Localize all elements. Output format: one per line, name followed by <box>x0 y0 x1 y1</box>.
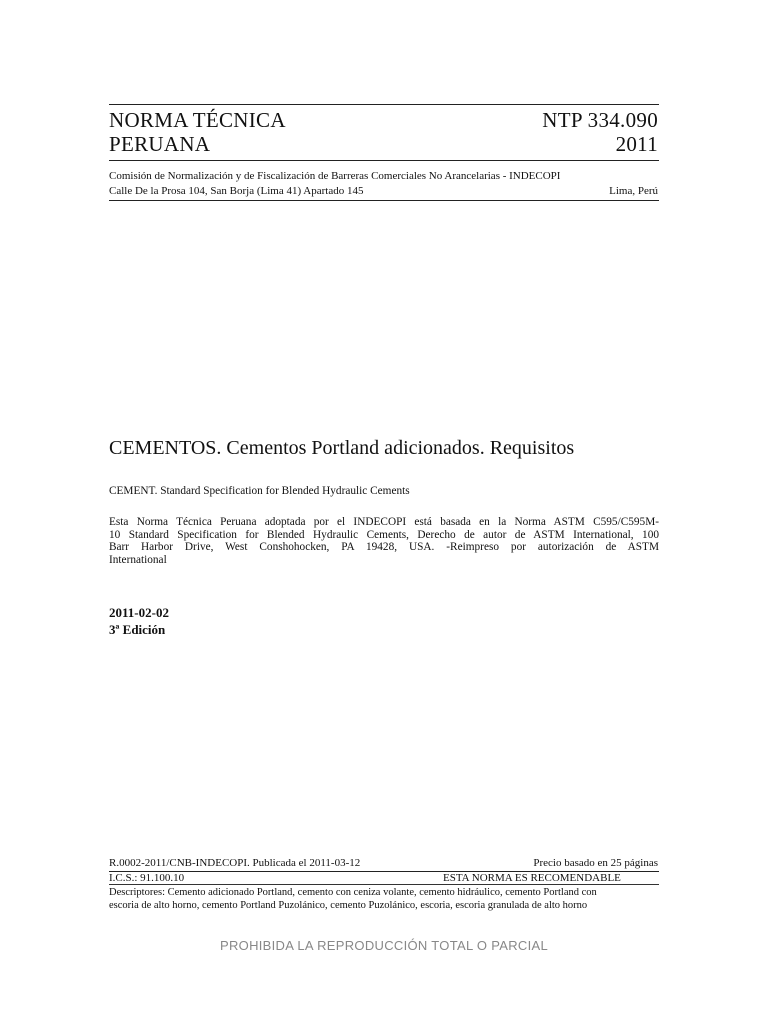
commission-city: Lima, Perú <box>609 185 658 197</box>
reproduction-warning: PROHIBIDA LA REPRODUCCIÓN TOTAL O PARCIAL <box>220 938 548 953</box>
price-basis: Precio basado en 25 páginas <box>533 857 658 869</box>
standard-number: NTP 334.090 <box>542 108 658 132</box>
edition: 3ª Edición <box>109 622 166 637</box>
descriptors-line1: Descriptores: Cemento adicionado Portland, cemento con ceniza volante, cemento hidráulico, cemento Portland con <box>109 887 597 898</box>
resolution-info: R.0002-2011/CNB-INDECOPI. Publicada el 2011-03-12 <box>109 857 361 869</box>
description-line: Esta Norma Técnica Peruana adoptada por el INDECOPI está basada en la Norma ASTM C595/C595M- <box>109 516 659 528</box>
ics-code: I.C.S.: 91.100.10 <box>109 872 185 884</box>
commission-name: Comisión de Normalización y de Fiscalización de Barreras Comerciales No Arancelarias - INDECOPI <box>109 170 561 182</box>
description-line: International <box>109 553 167 566</box>
footer-ics-underline <box>109 884 659 885</box>
header-mid-rule <box>109 160 659 161</box>
commission-address: Calle De la Prosa 104, San Borja (Lima 41) Apartado 145 <box>109 185 364 197</box>
descriptors-line2: escoria de alto horno, cemento Portland Puzolánico, cemento Puzolánico, escoria, escoria granulada de alto horno <box>109 900 588 911</box>
document-title: CEMENTOS. Cementos Portland adicionados. Requisitos <box>109 437 575 459</box>
recommendation-status: ESTA NORMA ES RECOMENDABLE <box>443 872 621 884</box>
english-title: CEMENT. Standard Specification for Blended Hydraulic Cements <box>109 485 410 497</box>
standard-year: 2011 <box>615 132 658 156</box>
header-top-rule <box>109 104 659 105</box>
standard-type-line2: PERUANA <box>109 132 211 156</box>
adoption-description <box>109 516 659 566</box>
description-line: 10 Standard Specification for Blended Hydraulic Cements, Derecho de autor de ASTM International, 100 <box>109 528 659 541</box>
description-line: Barr Harbor Drive, West Conshohocken, PA 19428, USA. -Reimpreso por autorización de ASTM <box>109 541 659 553</box>
standard-type-line1: NORMA TÉCNICA <box>109 108 286 132</box>
publication-date: 2011-02-02 <box>109 605 169 620</box>
header-bottom-rule <box>109 200 659 201</box>
